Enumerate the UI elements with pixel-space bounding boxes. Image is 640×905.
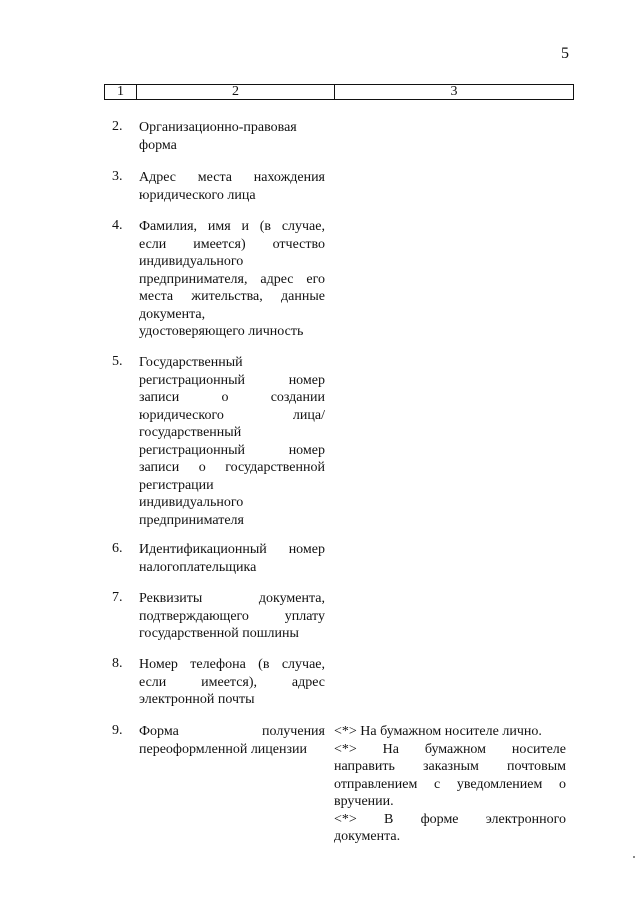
row-label: Адрес места нахождения юридического лица <box>139 170 325 203</box>
row-number: 9. <box>112 723 123 738</box>
row-label: Фамилия, имя и (в случае, если имеется) отчество индивидуального предпринимателя, адрес его места жительства, данные документа, удостоверяющего личность <box>139 219 325 339</box>
header-col-2: 2 <box>137 85 335 99</box>
row-label: Номер телефона (в случае, если имеется), адрес электронной почты <box>139 657 325 707</box>
row-9-value: <*> На бумажном носителе лично. <*> На бумажном носителе направить заказным почтовым отправлением с уведомлением о вручении. <*> В форме электронного документа. <box>334 724 566 844</box>
header-col-3: 3 <box>450 84 458 99</box>
row-label: Форма получения переоформленной лицензии <box>139 724 325 757</box>
row-label: Государственный регистрационный номер записи о создании юридического лица/ государственный регистрационный номер записи о государственной регистрации индивидуального предпринимателя <box>139 355 325 528</box>
row-number: 6. <box>112 541 123 556</box>
row-number: 2. <box>112 119 123 134</box>
table-header <box>104 84 574 100</box>
row-label: Реквизиты документа, подтверждающего уплату государственной пошлины <box>139 591 325 641</box>
row-number: 8. <box>112 656 123 671</box>
page-number: 5 <box>561 45 569 62</box>
row-number: 7. <box>112 590 123 605</box>
scan-speck <box>633 856 635 858</box>
row-label: Организационно-правовая форма <box>139 120 297 153</box>
row-number: 4. <box>112 218 123 233</box>
row-number: 5. <box>112 354 123 369</box>
row-number: 3. <box>112 169 123 184</box>
row-label: Идентификационный номер налогоплательщика <box>139 542 325 575</box>
header-col-1: 1 <box>105 85 137 99</box>
